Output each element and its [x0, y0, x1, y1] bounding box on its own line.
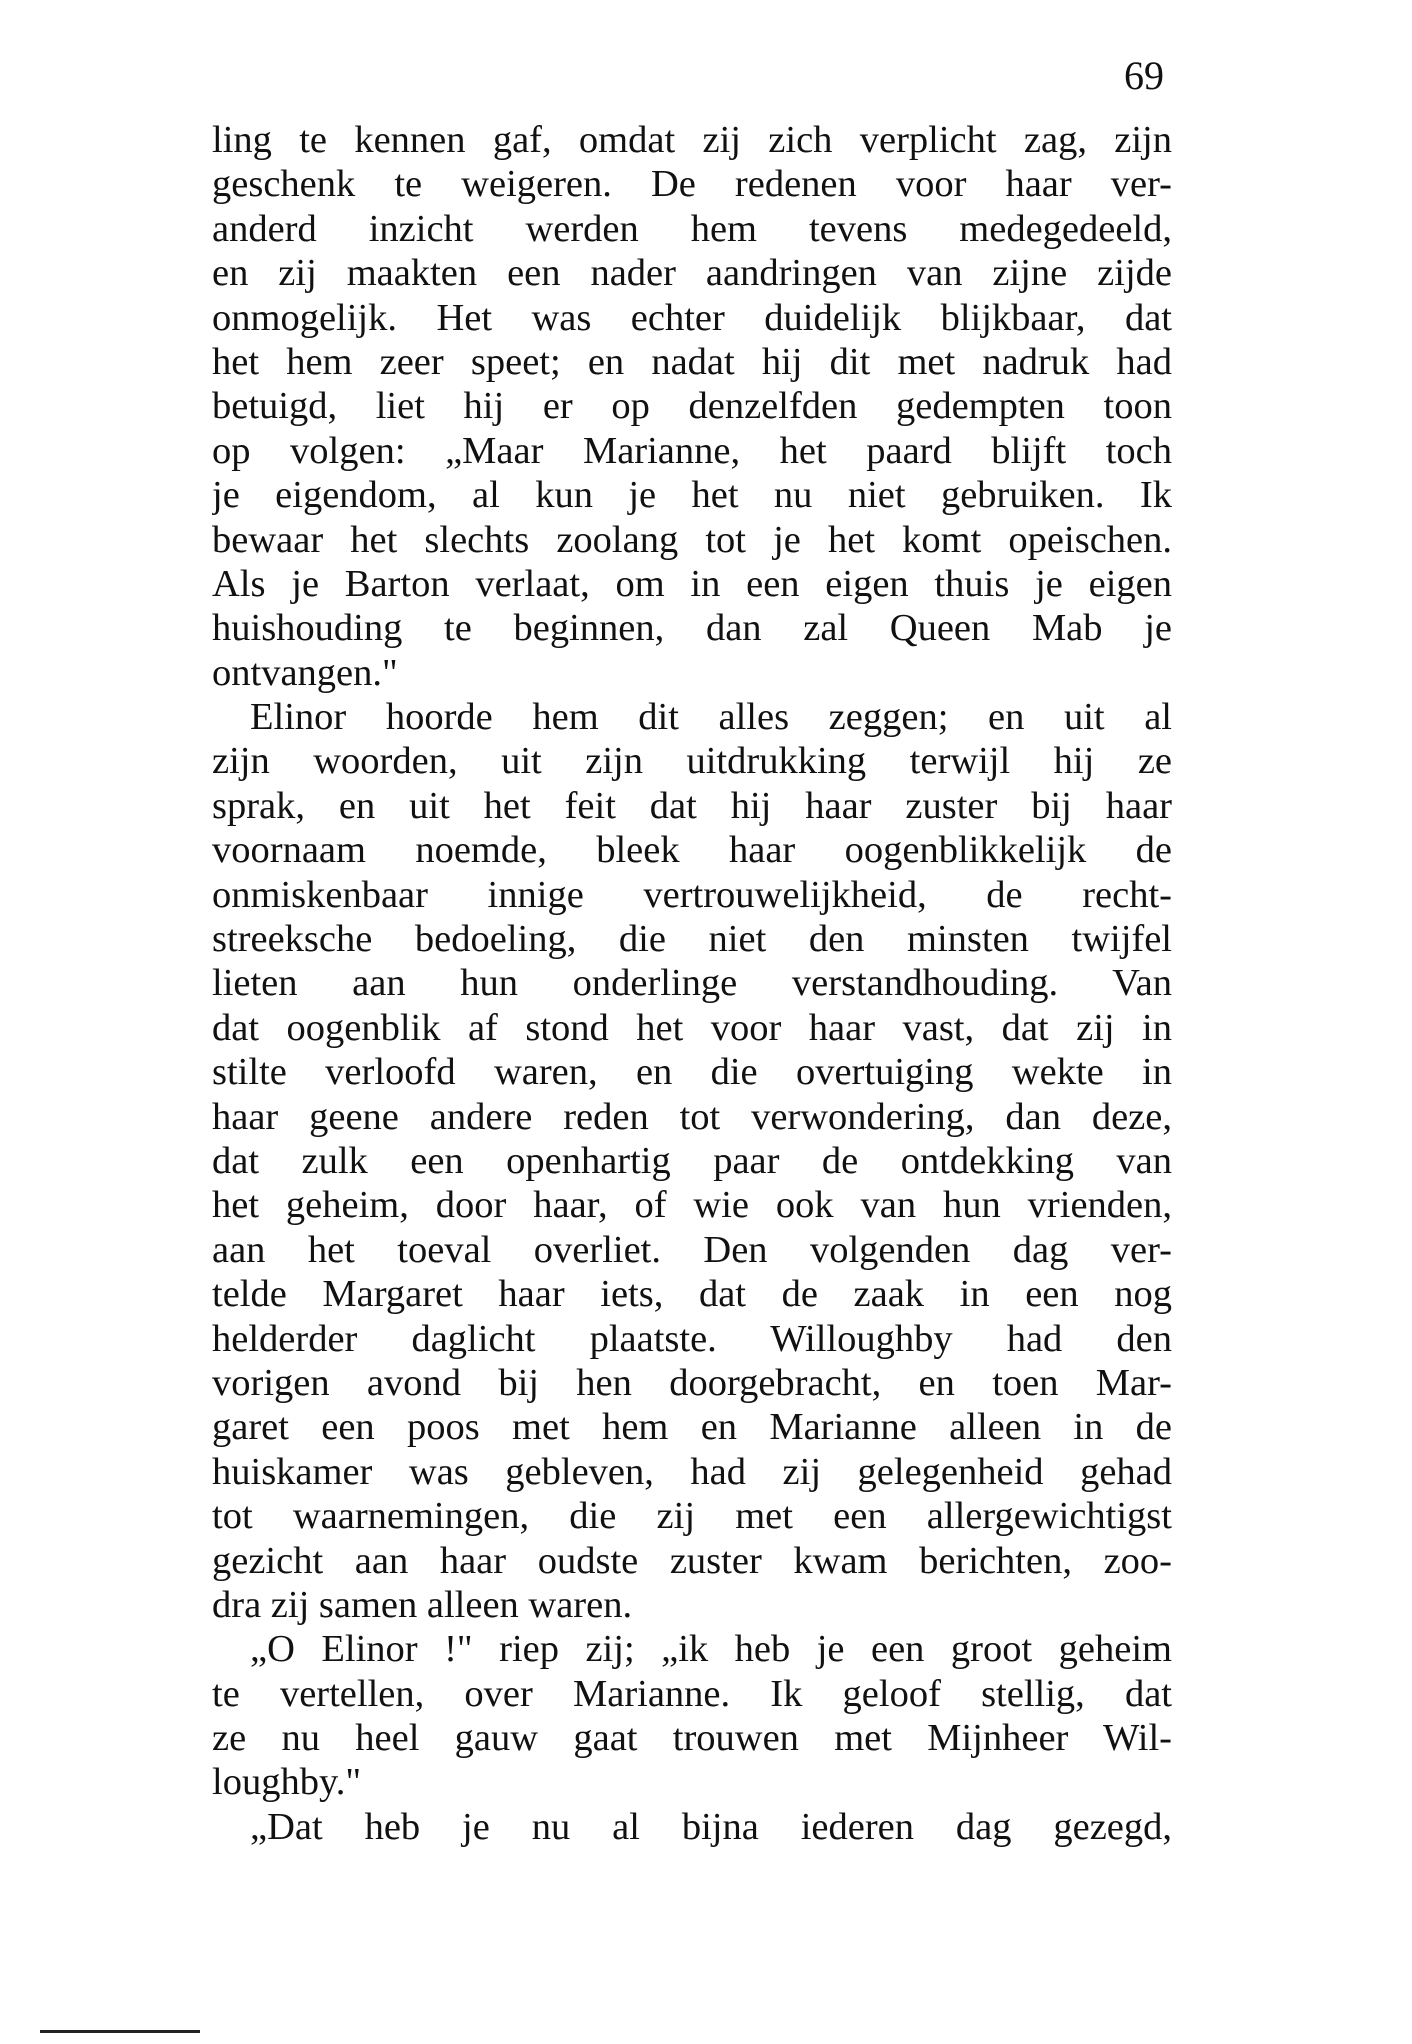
text-line: voornaam noemde, bleek haar oogenblikkelijk de — [212, 829, 1172, 872]
text-line: garet een poos met hem en Marianne alleen in de — [212, 1406, 1172, 1449]
text-line: aan het toeval overliet. Den volgenden dag ver- — [212, 1228, 1172, 1271]
text-line: te vertellen, over Marianne. Ik geloof stellig, dat — [212, 1672, 1172, 1715]
text-line: betuigd, liet hij er op denzelfden gedempten toon — [212, 385, 1172, 428]
text-line: streeksche bedoeling, die niet den minsten twijfel — [212, 918, 1172, 961]
text-line: ze nu heel gauw gaat trouwen met Mijnheer Wil- — [212, 1717, 1172, 1760]
text-line: het geheim, door haar, of wie ook van hun vrienden, — [212, 1184, 1172, 1227]
text-line: onmogelijk. Het was echter duidelijk blijkbaar, dat — [212, 296, 1172, 339]
text-line: vorigen avond bij hen doorgebracht, en toen Mar- — [212, 1361, 1172, 1404]
text-line: ling te kennen gaf, omdat zij zich verplicht zag, zijn — [212, 119, 1172, 161]
paragraph-end-line: loughby." — [212, 1761, 362, 1804]
paragraph-start-line: „O Elinor !" riep zij; „ik heb je een groot geheim — [250, 1628, 1172, 1671]
scan-edge-mark — [40, 2030, 200, 2033]
text-line: tot waarnemingen, die zij met een allergewichtigst — [212, 1495, 1172, 1538]
text-line: gezicht aan haar oudste zuster kwam berichten, zoo- — [212, 1539, 1172, 1582]
text-line: onmiskenbaar innige vertrouwelijkheid, de recht- — [212, 873, 1172, 916]
text-line: stilte verloofd waren, en die overtuiging wekte in — [212, 1051, 1172, 1094]
paragraph-start-line: Elinor hoorde hem dit alles zeggen; en uit al — [250, 696, 1172, 739]
text-line: dat oogenblik af stond het voor haar vast, dat zij in — [212, 1006, 1172, 1049]
paragraph-end-line: ontvangen." — [212, 651, 398, 694]
text-line: anderd inzicht werden hem tevens medegedeeld, — [212, 207, 1172, 250]
text-line: geschenk te weigeren. De redenen voor haar ver- — [212, 163, 1172, 206]
paragraph-end-line: dra zij samen alleen waren. — [212, 1583, 633, 1626]
body-text — [212, 118, 1172, 1849]
text-line: lieten aan hun onderlinge verstandhouding. Van — [212, 962, 1172, 1005]
text-line: het hem zeer speet; en nadat hij dit met nadruk had — [212, 340, 1172, 383]
text-line: zijn woorden, uit zijn uitdrukking terwijl hij ze — [212, 740, 1172, 783]
text-line: en zij maakten een nader aandringen van zijne zijde — [212, 252, 1172, 295]
page-number: 69 — [1124, 53, 1164, 98]
text-line: huiskamer was gebleven, had zij gelegenheid gehad — [212, 1450, 1172, 1493]
text-line: op volgen: „Maar Marianne, het paard blijft toch — [212, 429, 1172, 472]
text-line: sprak, en uit het feit dat hij haar zuster bij haar — [212, 784, 1172, 827]
text-line: haar geene andere reden tot verwondering, dan deze, — [212, 1095, 1172, 1138]
text-line: dat zulk een openhartig paar de ontdekking van — [212, 1139, 1172, 1182]
text-line: Als je Barton verlaat, om in een eigen thuis je eigen — [212, 562, 1172, 605]
text-line: huishouding te beginnen, dan zal Queen Mab je — [212, 607, 1172, 650]
text-line: bewaar het slechts zoolang tot je het komt opeischen. — [212, 518, 1172, 561]
paragraph-start-line: „Dat heb je nu al bijna iederen dag gezegd, — [250, 1805, 1172, 1848]
text-line: telde Margaret haar iets, dat de zaak in een nog — [212, 1273, 1172, 1316]
text-line: helderder daglicht plaatste. Willoughby had den — [212, 1317, 1172, 1360]
text-line: je eigendom, al kun je het nu niet gebruiken. Ik — [212, 474, 1172, 517]
